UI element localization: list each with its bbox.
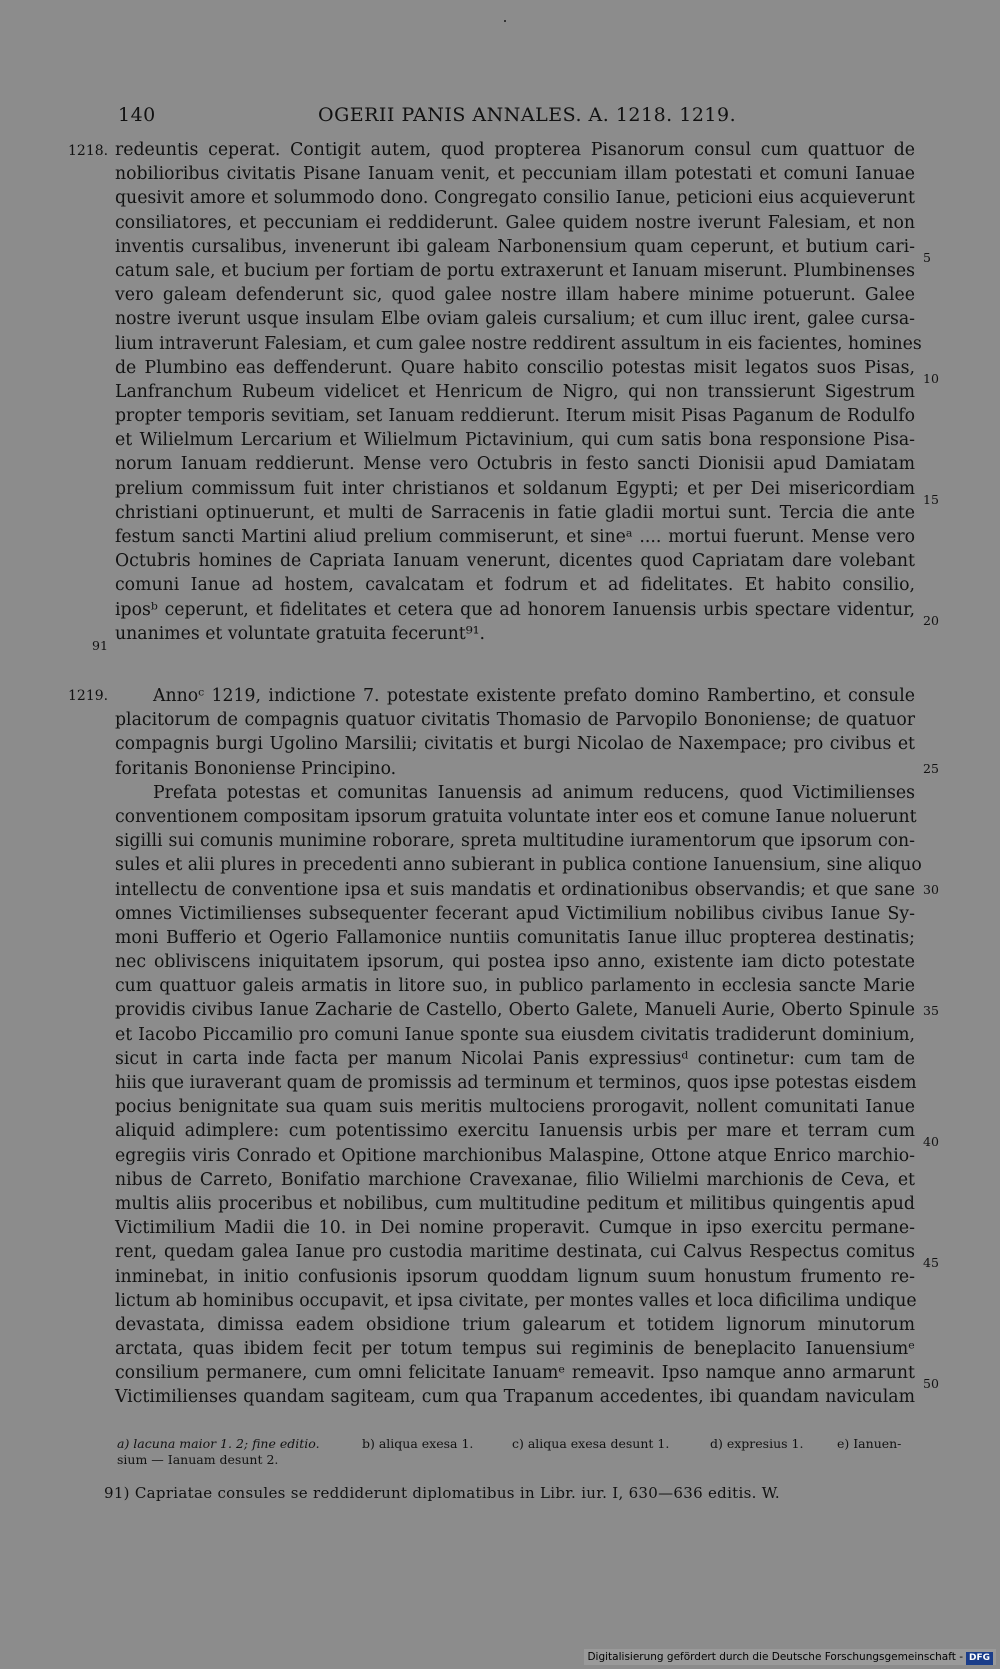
margin-year-1218: 1218. (68, 143, 109, 159)
text-line: providis civibus Ianue Zacharie de Castello, Oberto Galete, Manueli Aurie, Oberto Spinule (115, 1000, 915, 1021)
footnote-d: d) expresius 1. (710, 1436, 804, 1451)
text-line: et Iacobo Piccamilio pro comuni Ianue sponte sua eiusdem civitatis tradiderunt dominium, (115, 1024, 915, 1045)
text-line: rent, quedam galea Ianue pro custodia maritime destinata, cui Calvus Respectus comitus (115, 1242, 915, 1263)
text-line: unanimes et voluntate gratuita fecerunt⁹¹. (115, 623, 486, 644)
text-line: cum quattuor galeis armatis in litore suo, in publico parlamento in ecclesia sancte Marie (115, 976, 915, 997)
text-line: redeuntis ceperat. Contigit autem, quod propterea Pisanorum consul cum quattuor de (115, 140, 915, 160)
text-line: sules et alii plures in precedenti anno subierant in publica contione Ianuensium, sine aliquo (115, 855, 922, 876)
text-line: pocius benignitate sua quam suis meritis multociens prorogavit, nollent comunitati Ianue (115, 1097, 915, 1118)
text-line: Victimilienses quandam sagiteam, cum qua Trapanum accedentes, ibi quandam naviculam (115, 1387, 915, 1408)
footnote-e: e) Ianuen- (837, 1436, 902, 1451)
text-line: sigilli sui comunis munimine roborare, spreta multitudine iuramentorum que ipsorum con- (115, 831, 915, 852)
text-line: comuni Ianue ad hostem, cavalcatam et fodrum et ad fidelitates. Et habito consilio, (115, 575, 915, 596)
text-line: nibus de Carreto, Bonifatio marchione Cravexanae, filio Wilielmi marchionis de Ceva, et (115, 1169, 915, 1190)
text-line: festum sancti Martini aliud prelium commiserunt, et sineᵃ .... mortui fuerunt. Mense vero (115, 527, 915, 547)
footnotes-row-1 (117, 1436, 907, 1452)
text-line: lium intraverunt Falesiam, et cum galee nostre reddirent assultum in eis facientes, homines (115, 333, 922, 354)
line-number: 20 (923, 613, 939, 628)
section-1218-text (115, 138, 922, 646)
text-line: foritanis Bononiense Principino. (115, 758, 397, 779)
text-line: conventionem compositam ipsorum gratuita voluntate inter eos et comune Ianue noluerunt (115, 806, 917, 827)
text-line: norum Ianuam reddierunt. Mense vero Octubris in festo sancti Dionisii apud Damiatam (115, 454, 915, 475)
margin-year-1219: 1219. (68, 688, 109, 704)
text-line: multis aliis proceribus et nobilibus, cum multitudine peditum et militibus quingentis apud (115, 1193, 915, 1214)
line-number: 15 (923, 492, 939, 507)
scan-dot (504, 20, 506, 22)
line-number: 50 (923, 1376, 939, 1391)
text-line: Annoᶜ 1219, indictione 7. potestate existente prefato domino Rambertino, et consule (153, 686, 915, 706)
text-line: consiliatores, et peccuniam ei reddiderunt. Galee quidem nostre iverunt Falesiam, et non (115, 212, 915, 233)
text-line: hiis que iuraverant quam de promissis ad terminum et terminos, quos ipse potestas eisdem (115, 1073, 917, 1093)
text-line: placitorum de compagnis quatuor civitatis Thomasio de Parvopilo Bononiense; de quatuor (115, 710, 915, 731)
line-number: 45 (923, 1255, 939, 1270)
margin-note-91: 91 (92, 638, 108, 653)
text-line: lictum ab hominibus occupavit, et ipsa civitate, per montes valles et loca dificilima undique (115, 1290, 917, 1311)
text-line: Lanfranchum Rubeum videlicet et Henricum de Nigro, qui non transsierunt Sigestrum (115, 381, 915, 402)
text-line: propter temporis sevitiam, set Ianuam reddierunt. Iterum misit Pisas Paganum de Rodulfo (115, 406, 915, 427)
page-number: 140 (118, 104, 156, 126)
text-line: Octubris homines de Capriata Ianuam venerunt, dicentes quod Capriatam dare volebant (115, 551, 915, 572)
digitization-credit (584, 1649, 996, 1665)
text-line: egregiis viris Conrado et Opitione marchionibus Malaspine, Ottone atque Enrico marchio- (115, 1145, 915, 1166)
text-line: omnes Victimilienses subsequenter fecerant apud Victimilium nobilibus civibus Ianue Sy- (115, 903, 915, 924)
footnote-c: c) aliqua exesa desunt 1. (512, 1436, 670, 1451)
text-line: christiani optinuerunt, et multi de Sarracenis in fatie gladii mortui sunt. Tercia die ante (115, 502, 915, 523)
text-line: catum sale, et bucium per fortiam de portu extraxerunt et Ianuam miserunt. Plumbinenses (115, 260, 915, 281)
text-line: iposᵇ ceperunt, et fidelitates et cetera que ad honorem Ianuensis urbis spectare videntur, (115, 599, 915, 620)
line-number: 5 (923, 250, 931, 265)
text-line: arctata, quas ibidem fecit per totum tempus sui regiminis de beneplacito Ianuensiumᵉ (115, 1339, 915, 1360)
text-line: et Wilielmum Lercarium et Wilielmum Pictavinium, qui cum satis bona responsione Pisa- (115, 430, 915, 451)
text-line: nostre iverunt usque insulam Elbe oviam galeis cursalium; et cum illuc irent, galee cursa- (115, 309, 915, 330)
text-line: nec obliviscens iniquitatem ipsorum, qui postea ipso anno, existente iam dicto potestate (115, 952, 915, 973)
line-number: 30 (923, 882, 939, 897)
dfg-logo: DFG (966, 1652, 993, 1665)
text-line: aliquid adimplere: cum potentissimo exercitu Ianuensis urbis per mare et terram cum (115, 1121, 915, 1142)
text-line: sicut in carta inde facta per manum Nicolai Panis expressiusᵈ continetur: cum tam de (115, 1048, 915, 1069)
text-line: Prefata potestas et comunitas Ianuensis ad animum reducens, quod Victimilienses (153, 782, 915, 803)
text-line: devastata, dimissa eadem obsidione trium galearum et totidem lignorum minutorum (115, 1314, 915, 1335)
line-number: 10 (923, 371, 939, 386)
line-number: 25 (923, 761, 939, 776)
footnote-e-continued: sium — Ianuam desunt 2. (117, 1452, 279, 1467)
running-head: OGERII PANIS ANNALES. A. 1218. 1219. (318, 104, 737, 126)
text-line: inminebat, in initio confusionis ipsorum quoddam lignum suum honustum frumento re- (115, 1266, 915, 1287)
text-line: moni Bufferio et Ogerio Fallamonice nuntiis comunitatis Ianue illuc propterea destinatis; (115, 927, 915, 948)
section-1219-text (115, 684, 922, 1410)
text-line: consilium permanere, cum omni felicitate Ianuamᵉ remeavit. Ipso namque anno armarunt (115, 1363, 915, 1384)
line-number: 40 (923, 1134, 939, 1149)
text-line: vero galeam defenderunt sic, quod galee nostre illam habere minime potuerunt. Galee (115, 285, 915, 306)
footnote-91: 91) Capriatae consules se reddiderunt diplomatibus in Libr. iur. I, 630—636 editis. W. (104, 1484, 780, 1502)
credit-text: Digitalisierung gefördert durch die Deutsche Forschungsgemeinschaft - (587, 1651, 963, 1663)
line-number: 35 (923, 1003, 939, 1018)
text-line: quesivit amore et solummodo dono. Congregato consilio Ianue, peticioni eius acquieverunt (115, 188, 915, 209)
page-header (0, 104, 1000, 130)
text-line: de Plumbino eas deffenderunt. Quare habito conscilio potestas misit legatos suos Pisas, (115, 357, 915, 378)
text-line: compagnis burgi Ugolino Marsilii; civitatis et burgi Nicolao de Naxempace; pro civibus et (115, 734, 915, 755)
text-line: inventis cursalibus, invenerunt ibi galeam Narbonensium quam ceperunt, et butium cari- (115, 236, 915, 257)
text-line: intellectu de conventione ipsa et suis mandatis et ordinationibus observandis; et que sane (115, 879, 915, 900)
text-line: nobilioribus civitatis Pisane Ianuam venit, et peccuniam illam potestati et comuni Ianuae (115, 164, 915, 185)
footnote-a: a) lacuna maior 1. 2; fine editio. (117, 1436, 320, 1451)
text-line: Victimilium Madii die 10. in Dei nomine properavit. Cumque in ipso exercitu permane- (115, 1218, 915, 1239)
text-line: prelium commissum fuit inter christianos et soldanum Egypti; et per Dei misericordiam (115, 478, 915, 499)
footnote-b: b) aliqua exesa 1. (362, 1436, 474, 1451)
